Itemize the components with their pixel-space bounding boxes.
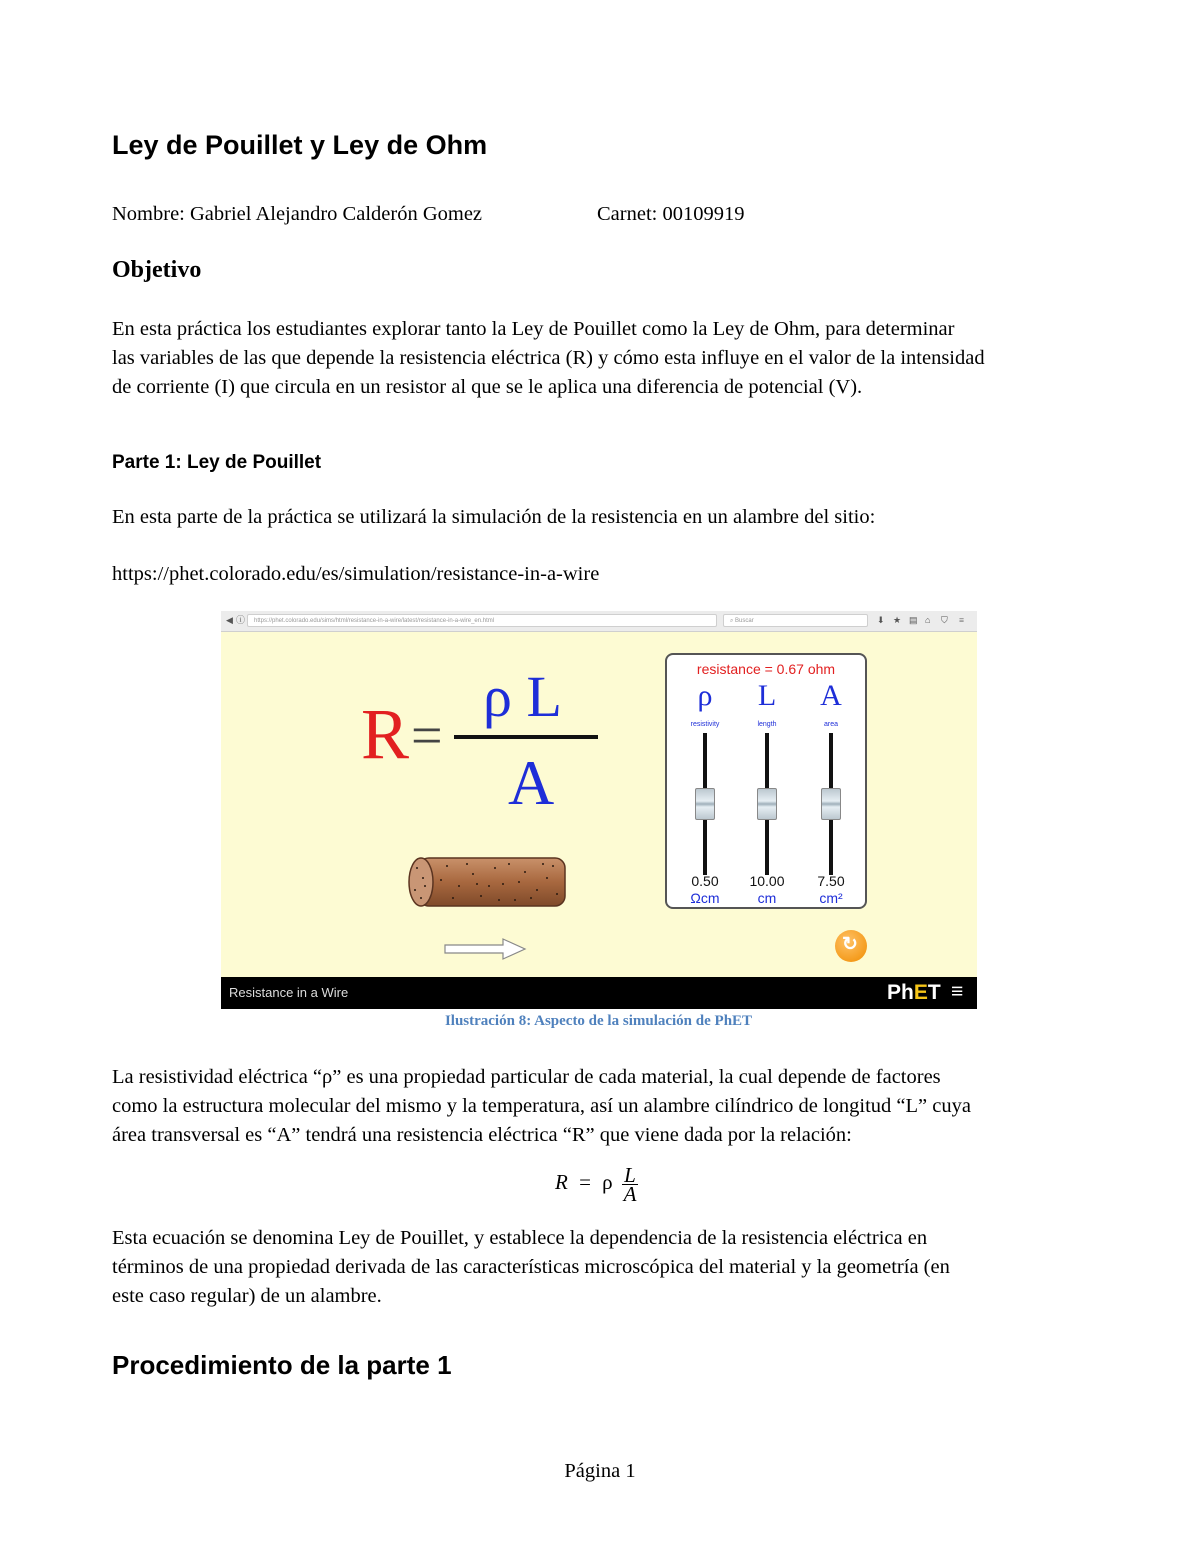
phet-url-link[interactable]: https://phet.colorado.edu/es/simulation/resistance-in-a-wire (112, 563, 600, 585)
phet-logo[interactable]: PhET (887, 981, 941, 1004)
resistance-control-panel (665, 653, 867, 909)
equation-lhs: R (555, 1170, 568, 1194)
length-symbol: L (757, 679, 777, 712)
home-icon[interactable]: ⌂ (925, 615, 931, 625)
area-value: 7.50 (817, 873, 845, 889)
formula-r: R (361, 694, 410, 774)
pouillet-equation (555, 1163, 637, 1206)
objective-paragraph (112, 315, 1092, 402)
objective-line: En esta práctica los estudiantes explorar tanto la Ley de Pouillet como la Ley de Ohm, para determinar (112, 318, 955, 340)
objective-line: las variables de las que depende la resistencia eléctrica (R) y cómo esta influye en el valor de la intensidad (112, 347, 985, 369)
browser-url-bar[interactable]: https://phet.colorado.edu/sims/html/resistance-in-a-wire/latest/resistance-in-a-wire_en.html (247, 614, 717, 627)
phet-simulation-screenshot (221, 611, 977, 1009)
resistivity-value: 0.50 (691, 873, 719, 889)
paragraph-line: como la estructura molecular del mismo y la temperatura, así un alambre cilíndrico de longitud “L” cuya (112, 1095, 971, 1117)
page-number: Página 1 (564, 1460, 636, 1482)
figure-caption: Ilustración 8: Aspecto de la simulación de PhET (444, 1013, 753, 1029)
bookmark-icon[interactable]: ★ (893, 615, 902, 625)
resistivity-unit: Ωcm (690, 890, 720, 906)
menu-icon[interactable]: ≡ (959, 615, 965, 625)
formula-numerator: ρ L (483, 664, 562, 729)
library-icon[interactable]: ▤ (909, 615, 918, 625)
area-slider-thumb[interactable] (821, 788, 841, 820)
procedure-heading: Procedimiento de la parte 1 (112, 1350, 452, 1380)
equation-denominator: A (623, 1182, 637, 1206)
shield-icon[interactable]: ⛉ (941, 615, 948, 625)
student-name: Nombre: Gabriel Alejandro Calderón Gomez (112, 203, 483, 225)
length-unit: cm (757, 890, 777, 906)
resistivity-symbol: ρ (697, 679, 713, 712)
browser-toolbar (221, 611, 977, 632)
length-value: 10.00 (749, 873, 785, 889)
resistivity-paragraph (112, 1063, 1092, 1150)
search-placeholder: Buscar (735, 618, 754, 624)
sim-title: Resistance in a Wire (229, 985, 349, 1000)
part1-intro: En esta parte de la práctica se utilizará la simulación de la resistencia en un alambre del sitio: (112, 506, 876, 528)
equation-operator: = (579, 1170, 591, 1194)
objective-line: de corriente (I) que circula en un resistor al que se le aplica una diferencia de potencial (V). (112, 376, 863, 398)
info-icon[interactable]: ⓘ (236, 615, 246, 625)
student-carnet: Carnet: 00109919 (597, 203, 745, 225)
area-unit: cm² (819, 890, 843, 906)
part1-heading: Parte 1: Ley de Pouillet (112, 452, 322, 473)
equation-fraction (622, 1163, 638, 1206)
objective-heading: Objetivo (112, 257, 202, 283)
resistance-readout: resistance = 0.67 ohm (696, 661, 836, 677)
search-icon: ⌕ (730, 618, 736, 624)
current-arrow-icon (443, 937, 527, 961)
reset-button[interactable] (835, 930, 867, 962)
length-slider-thumb[interactable] (757, 788, 777, 820)
paragraph-line: área transversal es “A” tendrá una resistencia eléctrica “R” que viene dada por la relación: (112, 1124, 852, 1146)
formula-fraction-bar (454, 735, 598, 739)
paragraph-line: Esta ecuación se denomina Ley de Pouillet, y establece la dependencia de la resistencia eléctrica en (112, 1227, 928, 1249)
formula-equals: = (411, 705, 443, 767)
wire-illustration (407, 856, 575, 908)
download-icon[interactable]: ⬇ (877, 615, 885, 625)
paragraph-line: este caso regular) de un alambre. (112, 1285, 382, 1307)
equation-numerator: L (624, 1163, 636, 1187)
length-label: length (757, 721, 777, 728)
paragraph-line: términos de una propiedad derivada de las características microscópica del material y la geometría (en (112, 1256, 950, 1278)
reset-icon: ↻ (842, 934, 858, 955)
area-label: area (823, 721, 838, 728)
hamburger-menu-icon[interactable]: ≡ (951, 980, 964, 1003)
back-icon[interactable]: ◀ (226, 615, 233, 625)
equation-rho: ρ (602, 1170, 613, 1194)
browser-search-bar[interactable] (723, 614, 868, 627)
resistivity-slider-thumb[interactable] (695, 788, 715, 820)
pouillet-paragraph (112, 1224, 1092, 1311)
resistivity-label: resistivity (690, 721, 720, 728)
sim-navigation-bar (221, 977, 977, 1009)
paragraph-line: La resistividad eléctrica “ρ” es una propiedad particular de cada material, la cual depende de factores (112, 1066, 941, 1088)
area-symbol: A (820, 679, 842, 712)
document-title: Ley de Pouillet y Ley de Ohm (112, 130, 488, 160)
formula-denominator: A (508, 747, 555, 818)
